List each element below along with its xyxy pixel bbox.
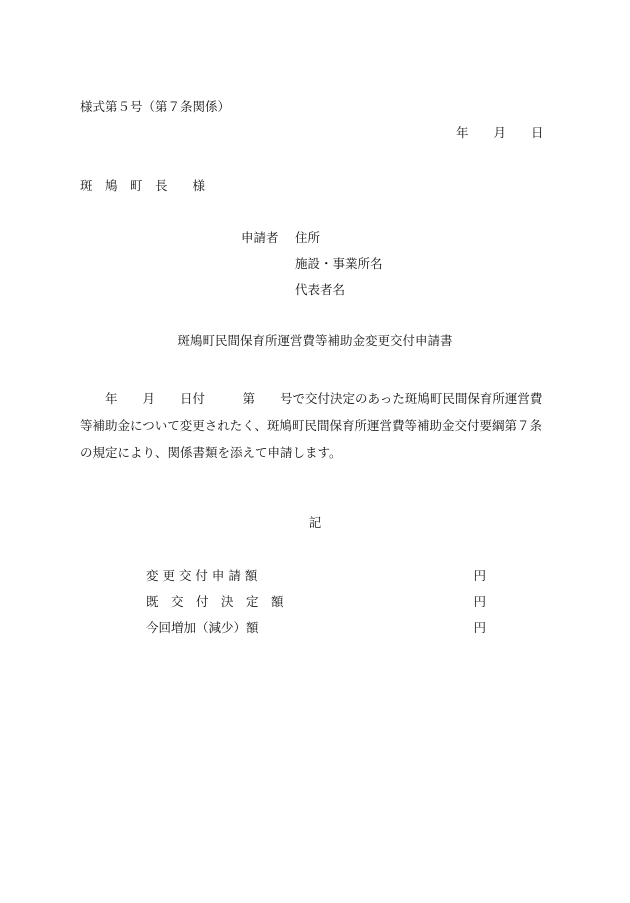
form-number: 様式第５号（第７条関係） (80, 99, 231, 114)
ki-heading: 記 (308, 515, 322, 530)
addressee: 斑 鳩 町 長 様 (80, 178, 206, 193)
applicant-label: 申請者 (241, 230, 279, 245)
amount-unit: 円 (473, 568, 486, 583)
amount-label: 既 交 付 決 定 額 (146, 594, 284, 609)
applicant-address-label: 住所 (295, 230, 321, 245)
document-title: 斑鳩町民間保育所運営費等補助金変更交付申請書 (177, 333, 453, 348)
amount-row-change-request (146, 570, 486, 586)
amount-unit: 円 (473, 594, 486, 609)
amount-row-increase-decrease (146, 622, 486, 638)
amount-row-existing-decision (146, 596, 486, 612)
applicant-representative-label: 代表者名 (295, 282, 346, 297)
amount-label: 変 更 交 付 申 請 額 (146, 568, 258, 583)
amount-label: 今回増加（減少）額 (146, 620, 259, 635)
body-paragraph: 年 月 日付 第 号で交付決定のあった斑鳩町民間保育所運営費等補助金について変更されたく、斑鳩町民間保育所運営費等補助金交付要綱第７条の規定により、関係書類を添えて申請します。 (80, 391, 543, 460)
applicant-facility-label: 施設・事業所名 (295, 256, 383, 271)
date-line: 年 月 日 (456, 125, 544, 140)
amount-unit: 円 (473, 620, 486, 635)
